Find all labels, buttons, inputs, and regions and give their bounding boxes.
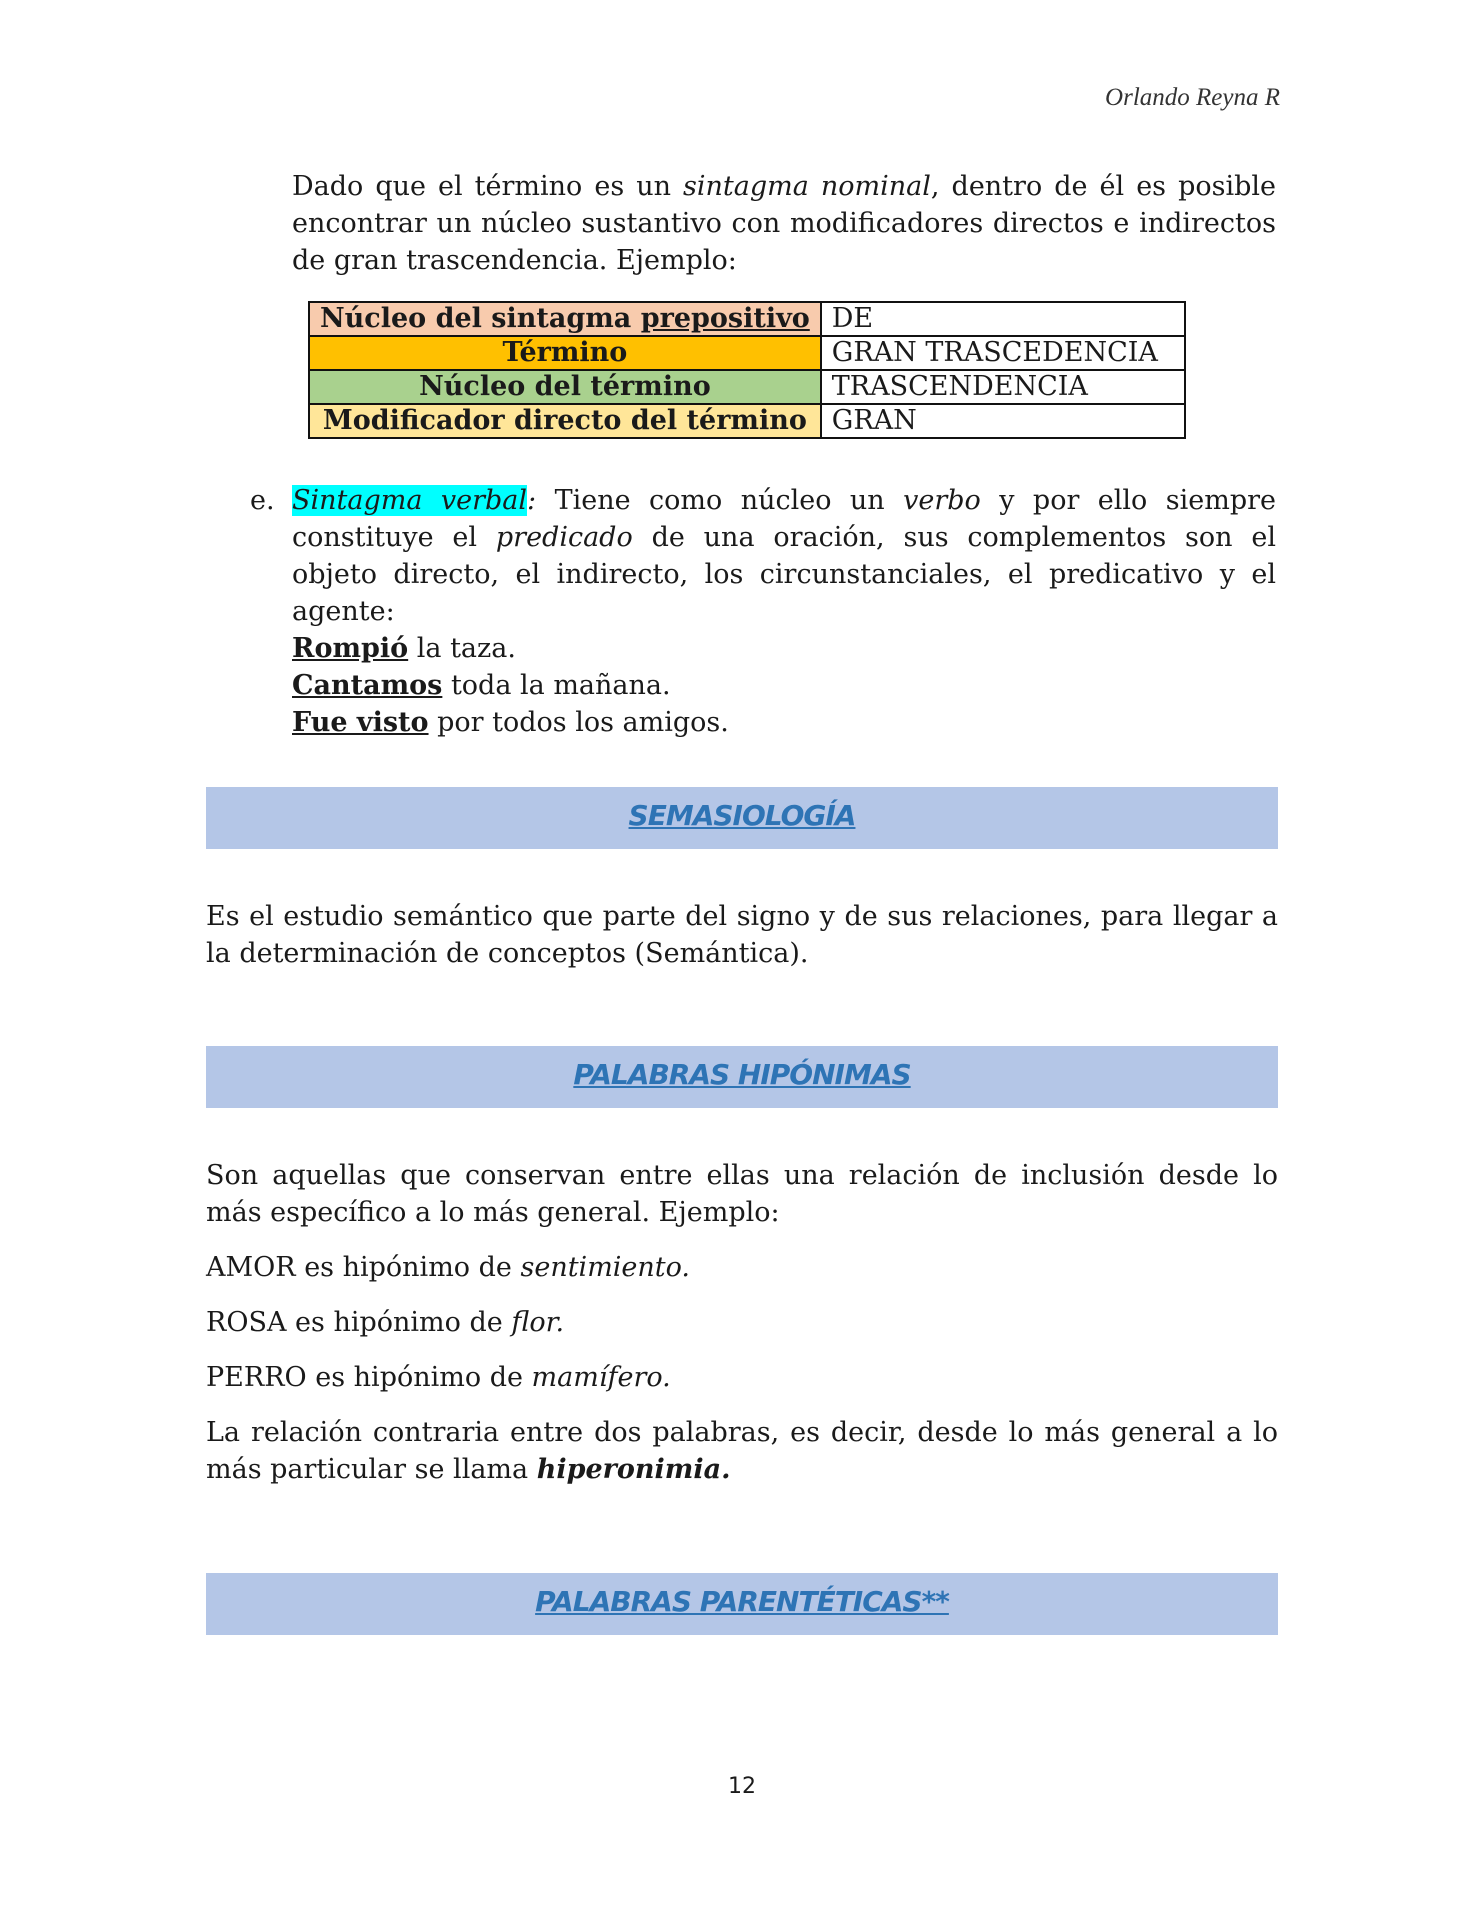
section-band-semasiologia	[206, 787, 1278, 849]
hiponimas-text: Son aquellas que conservan entre ellas una relación de inclusión desde lo más específico a lo más general. Ejemplo:	[206, 1160, 1278, 1228]
closing-text: La relación contraria entre dos palabras, es decir, desde lo más general a lo más particular se llama	[206, 1417, 1278, 1485]
section-band-parenteticas	[206, 1573, 1278, 1635]
intro-text-1: Dado que el término es un	[292, 171, 684, 202]
table-value-cell: GRAN TRASCEDENCIA	[821, 336, 1185, 370]
example-text: AMOR es hipónimo de	[206, 1252, 521, 1283]
list-marker: e.	[250, 485, 275, 516]
table-label-cell	[309, 404, 821, 438]
section-band-hiponimas	[206, 1046, 1278, 1108]
verbal-example	[292, 667, 1276, 704]
label-text: Núcleo del término	[419, 371, 711, 402]
italic-term: verbo	[903, 485, 981, 516]
verbal-example	[292, 630, 1276, 667]
example-italic: sentimiento.	[520, 1252, 691, 1283]
closing-term: hiperonimia.	[536, 1454, 731, 1485]
author-header: Orlando Reyna R	[1105, 84, 1280, 111]
section-title: PALABRAS PARENTÉTICAS**	[535, 1585, 949, 1618]
table-label-cell	[309, 336, 821, 370]
text-segment: de una oración, sus complementos son el objeto directo, el indirecto, los circunstanciales, el predicativo y el agente:	[292, 522, 1277, 627]
example-table	[308, 301, 1186, 439]
verbal-example	[292, 704, 1276, 741]
table-row	[309, 302, 1185, 336]
colon: :	[527, 485, 537, 516]
example-verb: Fue visto	[292, 707, 429, 738]
hyponym-example	[206, 1359, 1278, 1396]
example-rest: toda la mañana.	[442, 670, 671, 701]
example-rest: por todos los amigos.	[428, 707, 729, 738]
text-segment: Tiene como núcleo un	[536, 485, 904, 516]
example-rest: la taza.	[408, 633, 516, 664]
italic-term: predicado	[495, 522, 633, 553]
table-label-cell	[309, 370, 821, 404]
example-verb: Rompió	[292, 633, 409, 664]
section-title: PALABRAS HIPÓNIMAS	[573, 1058, 911, 1091]
list-item-verbal	[292, 482, 1276, 741]
text-segment: y por ello siempre constituye el	[292, 485, 1276, 553]
table-row	[309, 336, 1185, 370]
table-row	[309, 370, 1185, 404]
intro-paragraph	[292, 168, 1276, 279]
label-text: Modificador directo del término	[322, 405, 807, 436]
hiponimas-block	[206, 1157, 1278, 1488]
intro-text-2: , dentro de él es posible encontrar un núcleo sustantivo con modificadores directos e indirectos de gran trascendencia. Ejemplo:	[292, 171, 1277, 276]
table-label-cell	[309, 302, 821, 336]
example-italic: flor.	[511, 1307, 565, 1338]
closing-paragraph	[206, 1414, 1278, 1488]
table-value-cell: TRASCENDENCIA	[821, 370, 1185, 404]
example-text: PERRO es hipónimo de	[206, 1362, 532, 1393]
section-title: SEMASIOLOGÍA	[628, 799, 856, 832]
semasiologia-text: Es el estudio semántico que parte del signo y de sus relaciones, para llegar a la determinación de conceptos (Semántica).	[206, 901, 1278, 969]
intro-italic: sintagma nominal	[683, 171, 931, 202]
table-value-cell: GRAN	[821, 404, 1185, 438]
example-text: ROSA es hipónimo de	[206, 1307, 512, 1338]
semasiologia-paragraph	[206, 898, 1278, 972]
example-verb: Cantamos	[292, 670, 443, 701]
label-text: Término	[502, 337, 628, 368]
page-number: 12	[728, 1774, 756, 1799]
table-value-cell: DE	[821, 302, 1185, 336]
hyponym-example	[206, 1304, 1278, 1341]
table-row	[309, 404, 1185, 438]
hyponym-example	[206, 1249, 1278, 1286]
label-text: Núcleo del sintagma	[320, 303, 641, 334]
highlight-term: Sintagma verbal	[292, 485, 528, 516]
example-italic: mamífero.	[531, 1362, 671, 1393]
label-underlined: prepositivo	[640, 303, 810, 334]
